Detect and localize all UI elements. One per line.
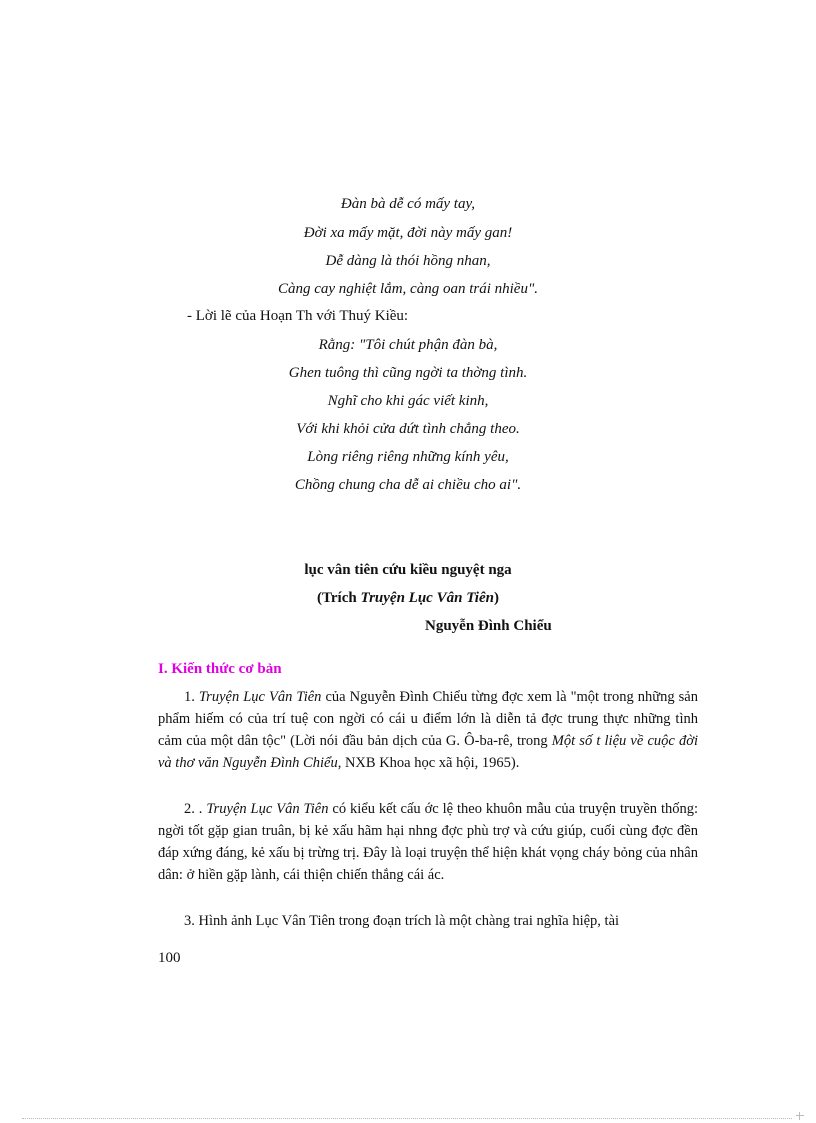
- verse-line: Đời xa mấy mặt, đời này mấy gan!: [303, 225, 513, 241]
- verse-line: Chồng chung cha dễ ai chiều cho ai".: [294, 477, 522, 493]
- section-heading: I. Kiến thức cơ bản: [158, 661, 282, 677]
- verse-line: Với khi khỏi cửa dứt tình chẳng theo.: [296, 421, 520, 437]
- verse-line: Càng cay nghiệt lắm, càng oan trái nhiều".: [277, 281, 539, 297]
- lesson-subtitle: (Trích Truyện Lục Vân Tiên): [317, 590, 499, 606]
- verse-line: Ghen tuông thì cũng ngời ta thờng tình.: [288, 365, 528, 381]
- verse-line: Lòng riêng riêng những kính yêu,: [307, 449, 509, 465]
- quote-intro: - Lời lẽ của Hoạn Th với Thuý Kiều:: [187, 308, 409, 324]
- verse-line: Nghĩ cho khi gác viết kinh,: [327, 393, 489, 409]
- verse-line: Rằng: "Tôi chút phận đàn bà,: [318, 337, 498, 353]
- paragraph-1: 1. Truyện Lục Vân Tiên của Nguyễn Đình Chiểu từng đợc xem là "một trong những sản phẩm hiếm có của trí tuệ con ngời có cái u điểm lớn là diễn tả đợc trung thực những tình cảm của một dân tộc" (Lời nói đầu bản dịch của G. Ô-ba-rê, trong Một số t liệu về cuộc đời và thơ văn Nguyễn Đình Chiểu, NXB Khoa học xã hội, 1965).: [158, 689, 698, 771]
- crop-mark-icon: [796, 1112, 804, 1120]
- verse-line: Đàn bà dễ có mấy tay,: [340, 196, 476, 212]
- footer-divider: [22, 1118, 792, 1119]
- lesson-author: Nguyễn Đình Chiểu: [425, 618, 552, 634]
- lesson-title: lục vân tiên cứu kiều nguyệt nga: [304, 562, 512, 578]
- page-number: 100: [158, 950, 181, 966]
- verse-line: Dễ dàng là thói hồng nhan,: [325, 253, 491, 269]
- paragraph-2: 2. . Truyện Lục Vân Tiên có kiểu kết cấu ớc lệ theo khuôn mẫu của truyện truyền thống: ngời tốt gặp gian truân, bị kẻ xấu hãm hại nhng đợc phù trợ và cứu giúp, cuối cùng đợc đền đáp xứng đáng, kẻ xấu bị trừng trị. Đây là loại truyện thể hiện khát vọng cháy bỏng của nhân dân: ở hiền gặp lành, cái thiện chiến thắng cái ác.: [158, 801, 699, 883]
- work-title: Truyện Lục Vân Tiên: [360, 590, 494, 606]
- paragraph-3: 3. Hình ảnh Lục Vân Tiên trong đoạn trích là một chàng trai nghĩa hiệp, tài: [184, 913, 620, 929]
